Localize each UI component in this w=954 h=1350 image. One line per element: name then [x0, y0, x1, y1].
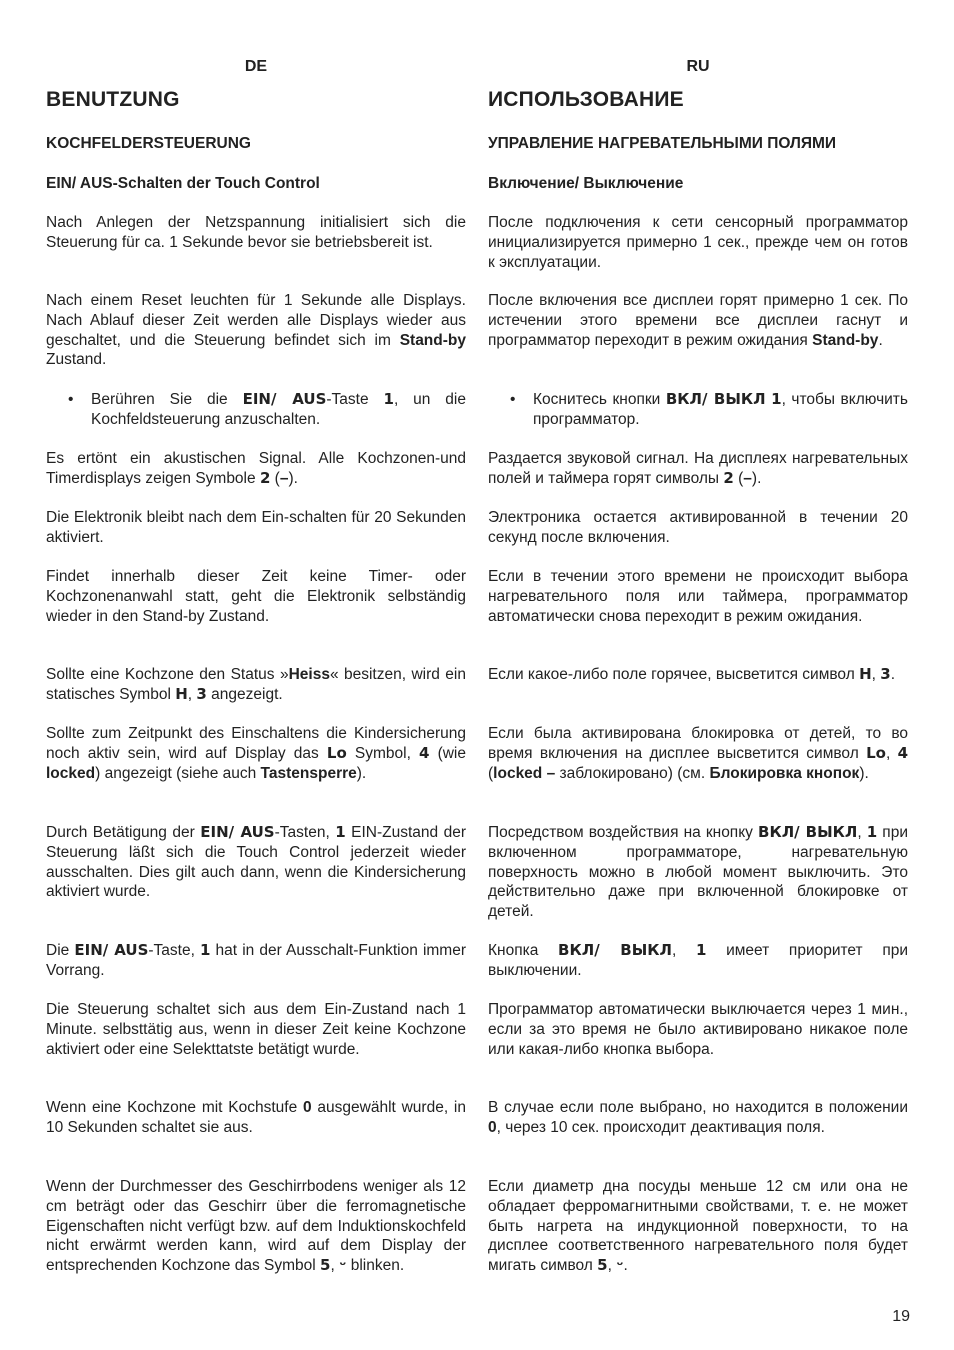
paragraph-child-lock: Если была активирована блокировка от детей, то во время включения на дисплее высветится символ Lo, 4 (locked – заблокировано) (см. Блокировка кнопок).: [488, 725, 908, 782]
paragraph-standby: Если в течении этого времени не происходит выбора нагревательного поля или таймера, программатор автоматически снова переходит в режим ожидания.: [488, 568, 908, 625]
page-title: ИСПОЛЬЗОВАНИЕ: [488, 88, 684, 111]
subsection-heading: EIN/ AUS-Schalten der Touch Control: [46, 175, 320, 192]
paragraph-reset: После включения все дисплеи горят примерно 1 сек. По истечении этого времени все дисплеи гаснут и программатор переходит в режим ожидания Stand-by.: [488, 292, 908, 349]
bullet-switch-on: • Berühren Sie die EIN/ AUS-Taste 1, un die Kochfeldsteuerung anzuschalten.: [68, 390, 466, 428]
bullet-dot: •: [68, 391, 74, 408]
paragraph-reset: Nach einem Reset leuchten für 1 Sekunde alle Displays. Nach Ablauf dieser Zeit werden alle Displays wieder aus geschaltet, und die Steuerung befindet sich im Stand-by Zustand.: [46, 292, 466, 369]
subsection-heading: Включение/ Выключение: [488, 175, 684, 192]
language-label: RU: [686, 58, 710, 75]
bullet-dot: •: [510, 391, 516, 408]
column-de: [46, 56, 466, 1275]
paragraph-active: Электроника остается активированной в течении 20 секунд после включения.: [488, 509, 908, 546]
paragraph-level-zero: В случае если поле выбрано, но находится в положении 0, через 10 сек. происходит деактивация поля.: [488, 1099, 908, 1136]
paragraph-switch-off: Посредством воздействия на кнопку ВКЛ/ ВЫКЛ, 1 при включенном программаторе, нагревательную поверхность можно в любой момент выключить. Это действительно даже при включенной блокировке от детей.: [488, 823, 908, 921]
paragraph-signal: Раздается звуковой сигнал. На дисплеях нагревательных полей и таймера горят символы 2 (–).: [488, 450, 908, 487]
section-heading: УПРАВЛЕНИЕ НАГРЕВАТЕЛЬНЫМИ ПОЛЯМИ: [488, 135, 837, 152]
bullet-switch-on: • Коснитесь кнопки ВКЛ/ ВЫКЛ 1, чтобы включить программатор.: [510, 390, 908, 428]
paragraph-priority: Die EIN/ AUS-Taste, 1 hat in der Ausschalt-Funktion immer Vorrang.: [46, 941, 466, 979]
paragraph-hot: Sollte eine Kochzone den Status »Heiss« besitzen, wird ein statisches Symbol H, 3 angezeigt.: [46, 666, 466, 703]
paragraph-priority: Кнопка ВКЛ/ ВЫКЛ, 1 имеет приоритет при выключении.: [488, 941, 908, 979]
paragraph-child-lock: Sollte zum Zeitpunkt des Einschaltens die Kindersicherung noch aktiv sein, wird auf Display das Lo Symbol, 4 (wie locked) angezeigt (siehe auch Tastensperre).: [46, 725, 466, 782]
column-ru: [488, 56, 908, 1275]
paragraph-switch-off: Durch Betätigung der EIN/ AUS-Tasten, 1 EIN-Zustand der Steuerung läßt sich die Touch Control jederzeit wieder ausschalten. Dies gilt auch dann, wenn die Kindersicherung aktiviert wurde.: [46, 823, 466, 901]
paragraph-level-zero: Wenn eine Kochzone mit Kochstufe 0 ausgewählt wurde, in 10 Sekunden schaltet sie aus.: [46, 1099, 466, 1136]
language-label: DE: [244, 58, 268, 75]
paragraph-standby: Findet innerhalb dieser Zeit keine Timer- oder Kochzonenanwahl statt, geht die Elektronik selbständig wieder in den Stand-by Zustand.: [46, 568, 466, 625]
paragraph-auto-off: Die Steuerung schaltet sich aus dem Ein-Zustand nach 1 Minute. selbsttätig aus, wenn in dieser Zeit keine Kochzone aktiviert oder eine Selekttatste betätigt wurde.: [46, 1001, 466, 1058]
paragraph-cookware: Wenn der Durchmesser des Geschirrbodens weniger als 12 cm beträgt oder das Geschirr über die ferromagnetische Eigenschaften nicht verfügt bzw. auf dem Induktionskochfeld nicht erwärmt werden kann, wird auf dem Display der entsprechenden Kochzone das Symbol 5, ᵕ blinken.: [46, 1178, 466, 1275]
page-number: 19: [892, 1308, 910, 1325]
paragraph-hot: Если какое-либо поле горячее, высветится символ H, 3.: [488, 665, 895, 683]
page-title: BENUTZUNG: [46, 88, 180, 111]
paragraph-init: Nach Anlegen der Netzspannung initialisiert sich die Steuerung für ca. 1 Sekunde bevor sie betriebsbereit ist.: [46, 214, 466, 251]
paragraph-cookware: Если диаметр дна посуды меньше 12 см или она не обладает ферромагнитными свойствами, т. е. не может быть нагрета на индукционной поверхности, то на дисплее соответственного нагревательного поля будет мигать символ 5, ᵕ.: [488, 1178, 908, 1275]
paragraph-auto-off: Программатор автоматически выключается через 1 мин., если за это время не было активировано никакое поле или какая-либо кнопка выбора.: [488, 1001, 908, 1058]
section-heading: KOCHFELDERSTEUERUNG: [46, 135, 251, 152]
paragraph-active: Die Elektronik bleibt nach dem Ein-schalten für 20 Sekunden aktiviert.: [46, 509, 466, 546]
paragraph-signal: Es ertönt ein akustischen Signal. Alle Kochzonen-und Timerdisplays zeigen Symbole 2 (–).: [46, 450, 466, 487]
paragraph-init: После подключения к сети сенсорный программатор инициализируется примерно 1 сек., прежде чем он готов к эксплуатации.: [488, 214, 908, 271]
